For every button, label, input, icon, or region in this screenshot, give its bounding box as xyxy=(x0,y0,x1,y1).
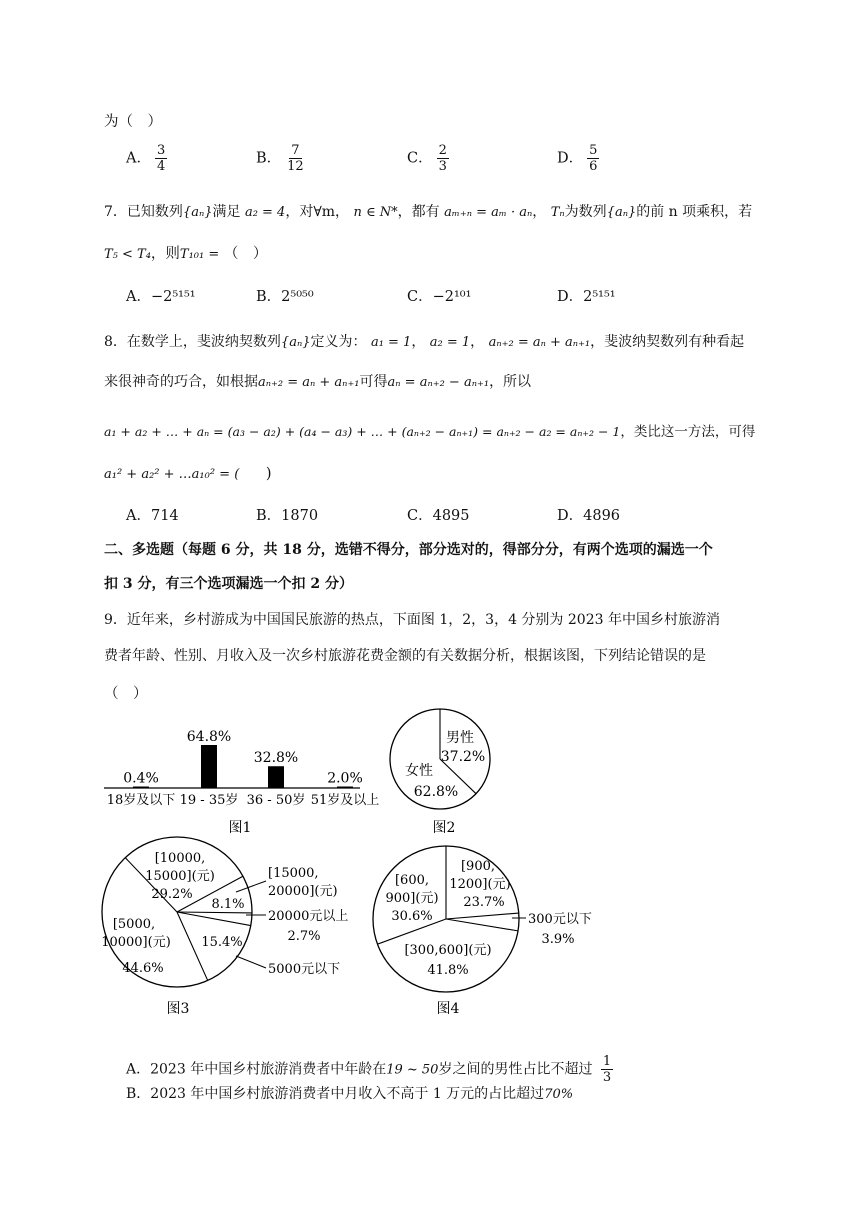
q8-line3 xyxy=(104,422,755,442)
section2-heading-line1: 二、多选题（每题 6 分，共 18 分，选错不得分，部分选对的，得部分分，有两个选项的漏选一个 xyxy=(104,542,713,558)
fraction-numerator: 3 xyxy=(156,143,166,158)
fig1-bar xyxy=(201,745,217,788)
q8-text: 定义为： xyxy=(310,334,367,350)
q9-option-a-fraction xyxy=(601,1054,613,1085)
q8-condition: aₙ₊₂ = aₙ + aₙ₊₁ xyxy=(488,335,591,350)
q9-option-a-text: A．2023 年中国乡村旅游消费者中年龄在 xyxy=(126,1061,387,1078)
q8-sequence: {aₙ} xyxy=(280,335,311,350)
fig1-value-label: 64.8% xyxy=(186,729,232,745)
q7-line1 xyxy=(104,202,752,223)
q8-formula: aₙ₊₂ = aₙ + aₙ₊₁ xyxy=(258,375,360,390)
figure-4-pie-chart xyxy=(373,846,592,1017)
fig4-slice-label: [600, xyxy=(394,873,430,888)
q8-condition: a₂ = 1 xyxy=(429,335,471,350)
fig3-slice-label: 20000](元) xyxy=(268,884,338,899)
q9-option-b xyxy=(126,1084,573,1105)
fig1-title: 图1 xyxy=(228,820,252,836)
q7-text: 满足 xyxy=(212,204,241,220)
q7-condition: n ∈ N* xyxy=(353,205,398,220)
q8-text: 8．在数学上，斐波纳契数列 xyxy=(104,334,281,350)
q9-line1: 9．近年来，乡村游成为中国国民旅游的热点，下面图 1，2，3，4 分别为 2023 年中国乡村旅游消 xyxy=(104,612,720,628)
q8-option-b: B．1870 xyxy=(256,508,319,524)
fig3-slice-label: 20000元以上 xyxy=(268,909,349,924)
fig3-slice-value: 2.7% xyxy=(287,929,321,944)
fig3-leader-line xyxy=(236,881,266,892)
fig3-slice-label: [15000, xyxy=(268,866,319,881)
fig1-value-label: 2.0% xyxy=(327,770,363,787)
fig3-slice-label: 15000](元) xyxy=(145,869,215,884)
q7-option-c: C．−2¹⁰¹ xyxy=(407,289,472,305)
q6-tail: 为（ ） xyxy=(104,114,162,130)
fig4-slice-label: [300,600](元) xyxy=(404,943,492,958)
q6-option-b xyxy=(256,143,306,174)
q8-text: ，斐波纳契数列有种看起 xyxy=(590,334,745,350)
q7-text: 的前 n 项乘积，若 xyxy=(636,204,753,220)
fig2-title: 图2 xyxy=(432,820,456,836)
fig4-slice-boundary xyxy=(446,919,518,931)
fig4-slice-label: 900](元) xyxy=(385,891,439,906)
q7-text: 为数列 xyxy=(564,204,607,220)
fig4-title: 图4 xyxy=(436,1001,460,1017)
fraction-denominator: 3 xyxy=(602,1070,612,1085)
q7-condition: a₂ = 4 xyxy=(244,205,286,220)
q8-formula: aₙ = aₙ₊₂ − aₙ₊₁ xyxy=(387,375,490,390)
fig3-slice-label: 5000元以下 xyxy=(268,962,341,977)
fig1-category-label: 36 - 50岁 xyxy=(246,793,306,808)
fig1-category-label: 51岁及以上 xyxy=(310,793,380,808)
fraction-denominator: 4 xyxy=(156,159,166,174)
q9-option-b-text: B．2023 年中国乡村旅游消费者中月收入不高于 1 万元的占比超过 xyxy=(126,1086,545,1102)
q7-option-b: B．2⁵⁰⁵⁰ xyxy=(256,289,314,305)
fig2-slice-value: 37.2% xyxy=(440,749,486,765)
fig4-slice-label: 300元以下 xyxy=(528,912,592,927)
q8-line4 xyxy=(104,464,272,485)
fig3-leader-line xyxy=(236,956,266,968)
q8-option-a: A．714 xyxy=(126,508,179,524)
fig1-value-label: 0.4% xyxy=(123,770,159,787)
q8-condition: a₁ = 1 xyxy=(370,335,412,350)
figure-2-pie-chart xyxy=(390,709,490,836)
fig4-slice-value: 3.9% xyxy=(541,932,575,947)
q7-text: 7．已知数列 xyxy=(104,204,183,220)
q6-option-b-fraction xyxy=(285,143,306,174)
q7-text: ，对∀m， xyxy=(285,204,350,220)
q7-condition: T₅ < T₄ xyxy=(104,247,151,262)
fig4-slice-value: 23.7% xyxy=(463,895,505,910)
figure-1-bar-chart xyxy=(104,729,379,836)
q7-text: ，则 xyxy=(150,246,180,262)
fig4-slice-value: 41.8% xyxy=(427,963,469,978)
fig4-slice-label: [900, xyxy=(460,859,496,874)
fig4-slice-label: 1200](元) xyxy=(449,877,511,892)
fraction-numerator: 2 xyxy=(438,143,447,158)
q8-text: 可得 xyxy=(359,374,388,390)
fig3-slice-value: 8.1% xyxy=(211,897,245,912)
q8-option-d: D．4896 xyxy=(557,508,621,524)
q6-option-c-label: C． xyxy=(407,150,433,167)
fraction-denominator: 12 xyxy=(287,159,304,174)
figure-3-pie-chart xyxy=(101,837,348,1017)
fig3-title: 图3 xyxy=(166,1001,190,1017)
fig2-slice-label: 女性 xyxy=(405,763,433,779)
q6-option-d-label: D． xyxy=(557,150,584,167)
fig4-slice-boundary xyxy=(446,913,519,919)
fraction-numerator: 1 xyxy=(602,1054,612,1069)
fraction-numerator: 5 xyxy=(589,143,598,158)
q7-text: ，都有 xyxy=(397,204,440,220)
q7-product: Tₙ xyxy=(550,205,565,220)
q7-text: （ ） xyxy=(223,246,268,262)
q7-condition: aₘ₊ₙ = aₘ · aₙ xyxy=(444,205,533,220)
fig1-bar xyxy=(337,787,353,789)
fraction-denominator: 3 xyxy=(438,159,447,174)
q9-option-a xyxy=(126,1054,613,1085)
fig2-slice-value: 62.8% xyxy=(413,784,459,800)
q6-option-d-fraction xyxy=(587,143,599,174)
q6-option-d xyxy=(557,143,599,174)
q7-option-a: A．−2⁵¹⁵¹ xyxy=(126,289,196,305)
q9-option-b-percent: 70% xyxy=(544,1087,574,1102)
q8-line2 xyxy=(104,372,531,393)
fig4-slice-value: 30.6% xyxy=(391,909,433,924)
q8-line1: 8．在数学上，斐波纳契数列{aₙ}定义为： a₁ = 1， a₂ = 1， aₙ₊₂ = aₙ + aₙ₊₁，斐波纳契数列有种看起 xyxy=(104,334,745,350)
fig3-slice-boundary xyxy=(177,912,252,913)
fig3-slice-boundary xyxy=(177,912,251,926)
fig3-slice-label: [10000, xyxy=(154,851,206,866)
q7-option-d: D．2⁵¹⁵¹ xyxy=(557,289,616,305)
q8-formula: a₁² + a₂² + …a₁₀² = ( xyxy=(104,467,240,482)
q9-figures xyxy=(0,700,868,1060)
q7-line2 xyxy=(104,244,267,265)
fig1-bar xyxy=(268,766,284,788)
q8-formula: a₁ + a₂ + … + aₙ = (a₃ − a₂) + (a₄ − a₃) + … + (aₙ₊₂ − aₙ₊₁) = aₙ₊₂ − a₂ = aₙ₊₂ − 1 xyxy=(104,424,621,439)
section2-heading-line2: 扣 3 分，有三个选项漏选一个扣 2 分） xyxy=(104,576,353,592)
q7-expression: T₁₀₁ = xyxy=(179,247,220,262)
q8-option-c: C．4895 xyxy=(407,508,470,524)
fig2-slice-label: 男性 xyxy=(446,730,474,746)
q6-option-a xyxy=(126,143,167,174)
q8-text: 来很神奇的巧合，如根据 xyxy=(104,374,258,390)
q9-line2: 费者年龄、性别、月收入及一次乡村旅游花费金额的有关数据分析，根据该图，下列结论错误的是 xyxy=(104,648,706,664)
q6-option-a-fraction xyxy=(155,143,167,174)
q6-option-c-fraction xyxy=(437,143,449,174)
fig1-bar xyxy=(133,787,149,789)
fig1-category-label: 19 - 35岁 xyxy=(179,793,239,808)
fig1-category-label: 18岁及以下 xyxy=(106,793,176,808)
q7-sequence: {aₙ} xyxy=(606,205,637,220)
q9-option-a-range: 19 ~ 50 xyxy=(386,1062,439,1078)
q8-text: ，类比这一方法，可得 xyxy=(620,424,756,440)
fig3-slice-label: 10000](元) xyxy=(101,935,171,950)
fraction-denominator: 6 xyxy=(589,159,598,174)
fig3-slice-value: 44.6% xyxy=(122,961,164,976)
q9-line3: （ ） xyxy=(104,686,148,702)
fig1-value-label: 32.8% xyxy=(253,750,299,767)
fraction-numerator: 7 xyxy=(291,143,300,158)
q6-option-b-label: B． xyxy=(256,150,282,167)
q7-text: ， xyxy=(532,204,547,220)
q6-option-a-label: A． xyxy=(126,150,151,167)
fig3-slice-value: 15.4% xyxy=(201,935,243,950)
fig3-slice-value: 29.2% xyxy=(151,887,193,902)
q7-sequence: {aₙ} xyxy=(182,205,213,220)
q9-option-a-text: 岁之间的男性占比不超过 xyxy=(438,1061,593,1078)
fig3-slice-label: [5000, xyxy=(112,917,156,932)
q8-text: ) xyxy=(265,466,272,482)
q6-option-c xyxy=(407,143,449,174)
q8-text: ，所以 xyxy=(489,374,532,390)
